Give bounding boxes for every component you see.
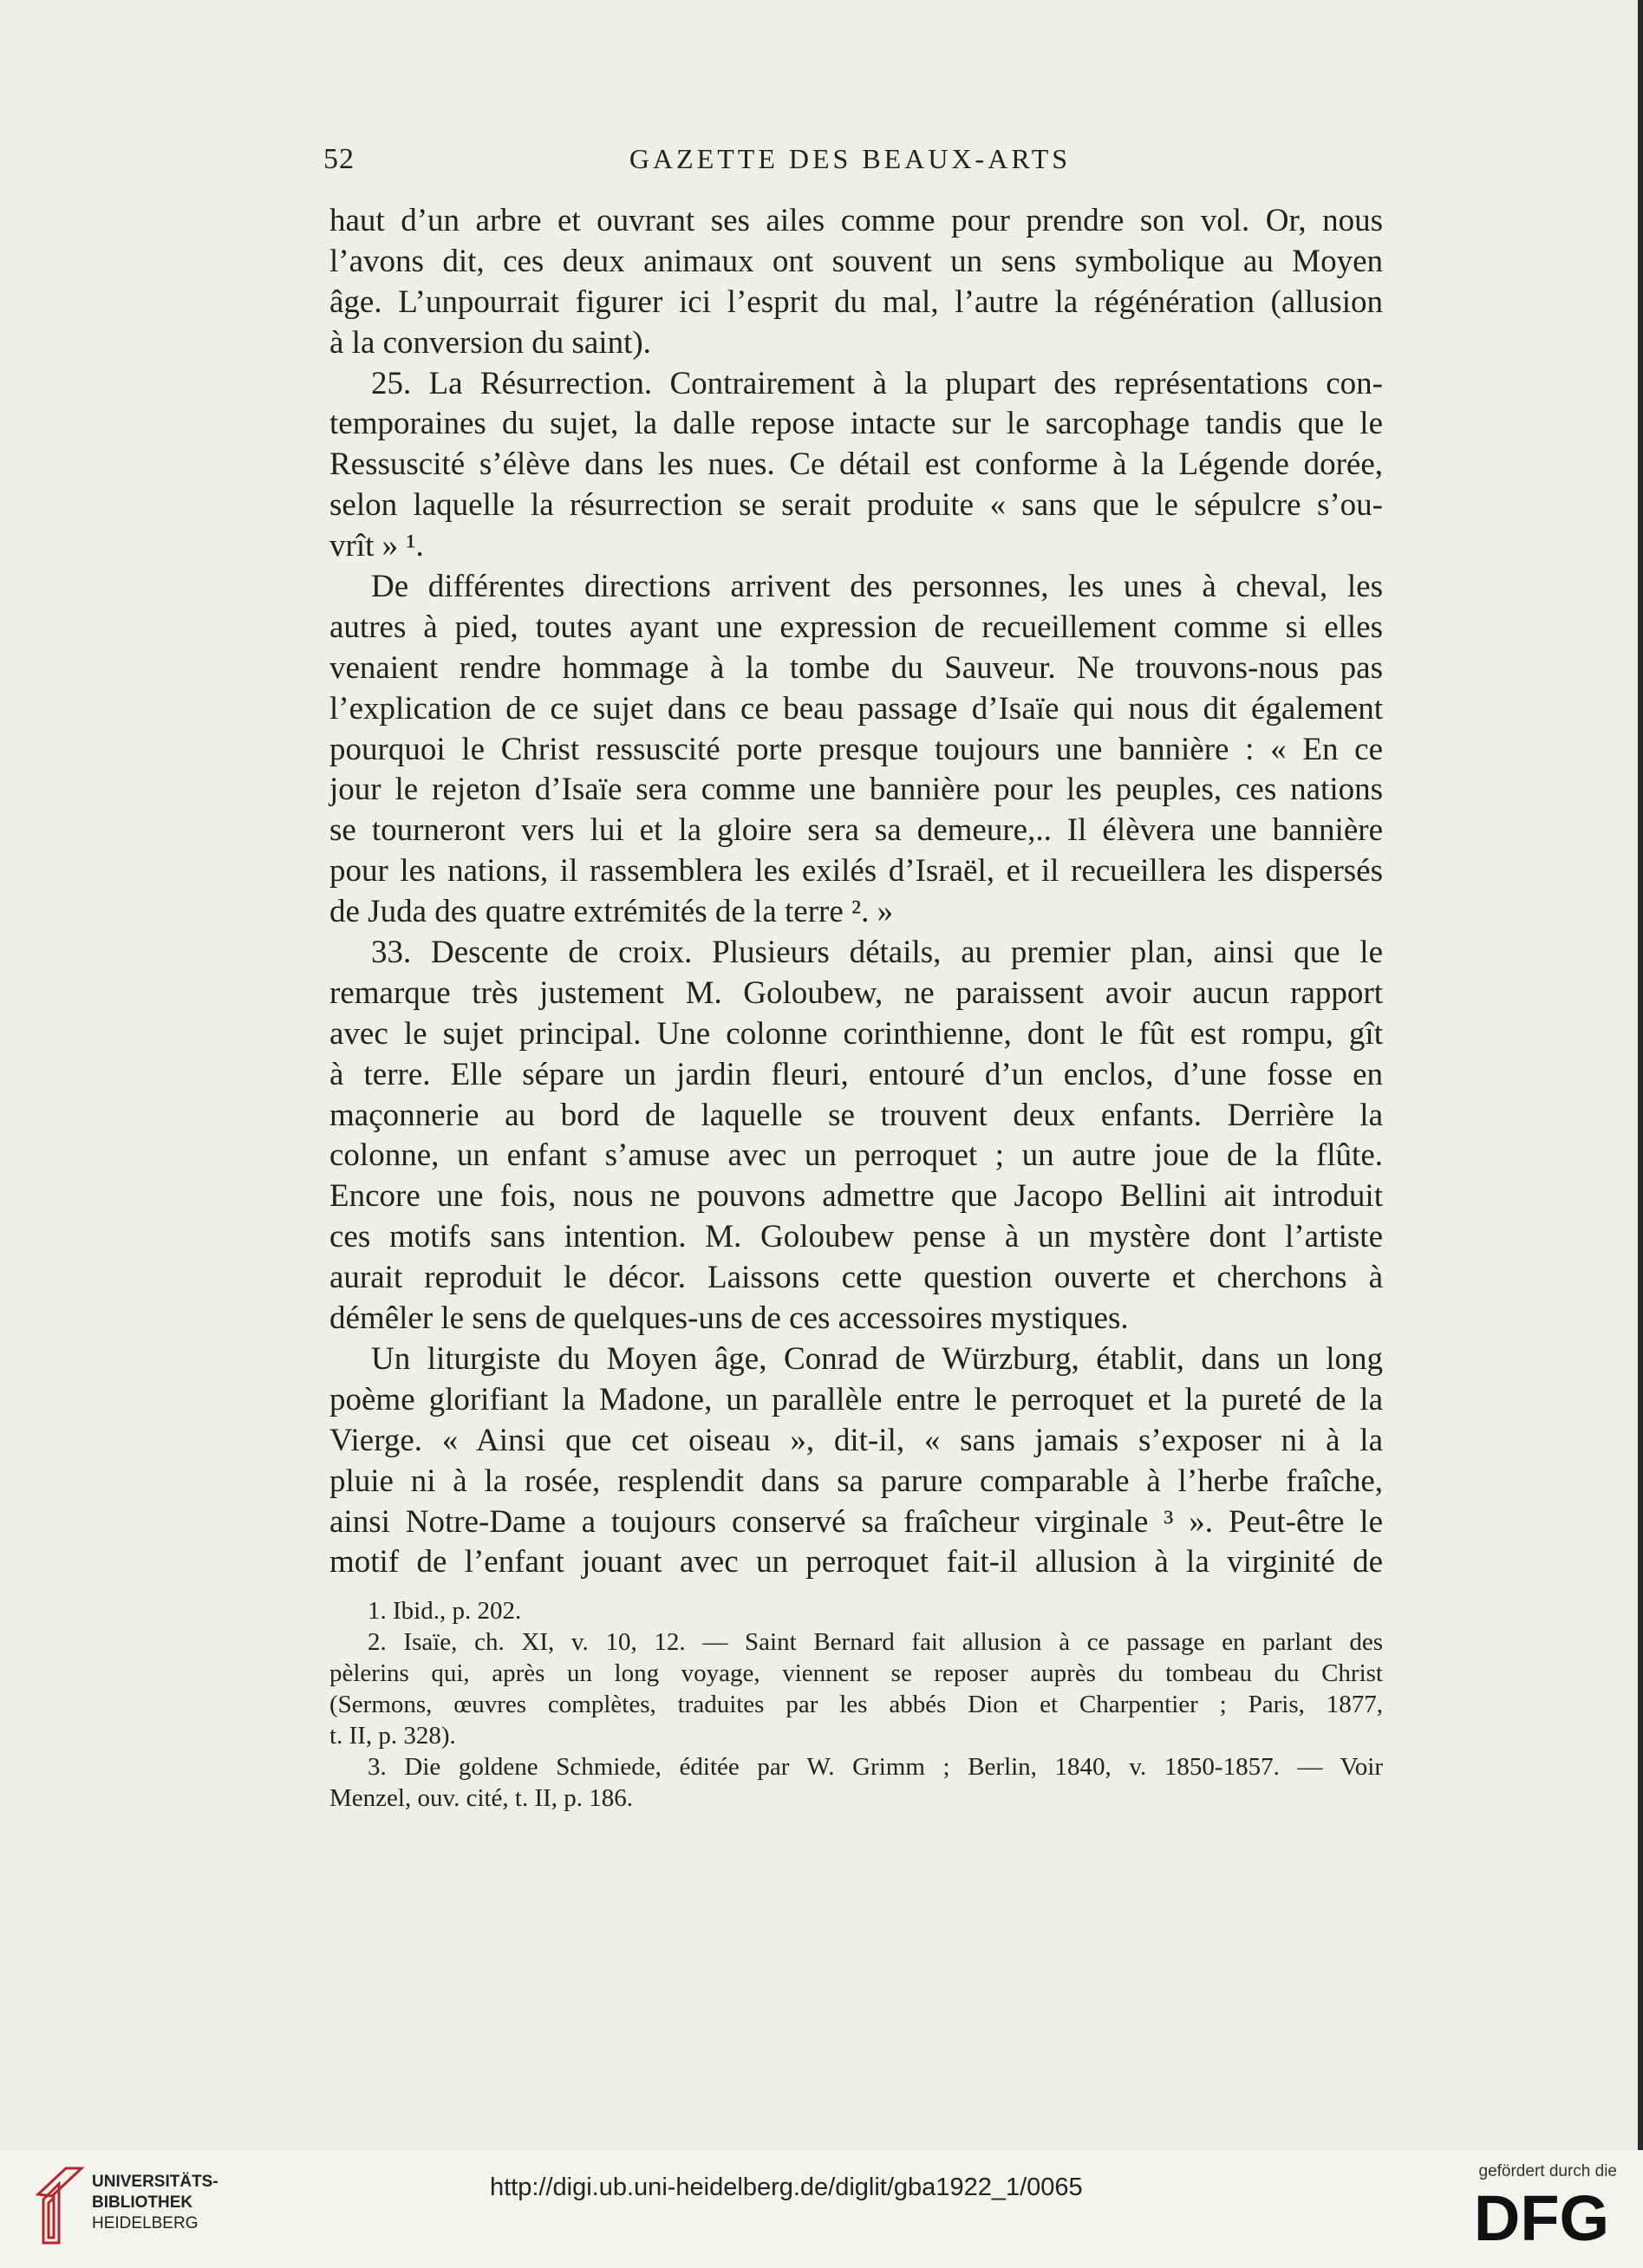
text-line: Vierge. « Ainsi que cet oiseau », dit-il, « sans jamais s’exposer ni à la [329, 1422, 1383, 1458]
text-line: 33. Descente de croix. Plusieurs détails, au premier plan, ainsi que le [371, 935, 1383, 971]
text-line: pourquoi le Christ ressuscité porte presque toujours une bannière : « En ce [329, 731, 1383, 767]
text-line: âge. L’unpourrait figurer ici l’esprit du mal, l’autre la régénération (allusion [329, 284, 1383, 320]
text-line: démêler le sens de quelques-uns de ces accessoires mystiques. [329, 1300, 1129, 1337]
ub-heidelberg-logo-icon[interactable] [33, 2165, 85, 2252]
text-line: à terre. Elle sépare un jardin fleuri, entouré d’un enclos, d’une fosse en [329, 1056, 1383, 1092]
text-line: autres à pied, toutes ayant une expression de recueillement comme si elles [329, 609, 1383, 645]
body-text [329, 201, 1383, 1583]
footnote-line: 3. Die goldene Schmiede, éditée par W. Grimm ; Berlin, 1840, v. 1850-1857. — Voir [368, 1753, 1383, 1781]
text-line: Ressuscité s’élève dans les nues. Ce détail est conforme à la Légende dorée, [329, 446, 1383, 483]
library-name [92, 2172, 218, 2234]
text-line: pour les nations, il rassemblera les exilés d’Israël, et il recueillera les dispersés [329, 853, 1383, 890]
text-line: à la conversion du saint). [329, 324, 651, 361]
dfg-logo-text: DFG [1473, 2188, 1610, 2247]
footnotes [329, 1595, 1383, 1814]
text-line: avec le sujet principal. Une colonne corinthienne, dont le fût est rompu, gît [329, 1015, 1383, 1052]
text-line: l’explication de ce sujet dans ce beau passage d’Isaïe qui nous dit également [329, 690, 1383, 727]
text-line: poème glorifiant la Madone, un parallèle entre le perroquet et la pureté de la [329, 1381, 1383, 1418]
library-name-line: UNIVERSITÄTS- [92, 2173, 218, 2191]
page-edge-shadow [1638, 0, 1643, 2150]
text-line: De différentes directions arrivent des personnes, les unes à cheval, les [371, 569, 1383, 605]
permalink-url[interactable]: http://digi.ub.uni-heidelberg.de/diglit/gba1922_1/0065 [490, 2174, 1083, 2201]
footnote-line: Menzel, ouv. cité, t. II, p. 186. [329, 1784, 634, 1812]
page-number: 52 [323, 143, 355, 175]
footnote-line: pèlerins qui, après un long voyage, viennent se reposer auprès du tombeau du Christ [329, 1659, 1383, 1687]
library-name-line: BIBLIOTHEK [92, 2193, 193, 2212]
footer-bar [0, 2150, 1643, 2268]
text-line: Un liturgiste du Moyen âge, Conrad de Würzburg, établit, dans un long [371, 1340, 1383, 1377]
text-line: l’avons dit, ces deux animaux ont souvent un sens symbolique au Moyen [329, 243, 1383, 279]
footnote-line: t. II, p. 328). [329, 1722, 456, 1750]
text-line: vrît » ¹. [329, 528, 424, 564]
footnote-line: 1. Ibid., p. 202. [368, 1597, 522, 1625]
text-line: selon laquelle la résurrection se serait produite « sans que le sépulcre s’ou- [329, 487, 1383, 524]
text-line: ainsi Notre-Dame a toujours conservé sa fraîcheur virginale ³ ». Peut-être le [329, 1503, 1383, 1540]
text-line: colonne, un enfant s’amuse avec un perroquet ; un autre joue de la flûte. [329, 1137, 1383, 1174]
text-line: venaient rendre hommage à la tombe du Sauveur. Ne trouvons-nous pas [329, 649, 1383, 686]
text-line: se tourneront vers lui et la gloire sera sa demeure,.. Il élèvera une bannière [329, 812, 1383, 849]
running-title: GAZETTE DES BEAUX-ARTS [629, 143, 1072, 174]
text-line: 25. La Résurrection. Contrairement à la plupart des représentations con- [371, 365, 1383, 401]
text-line: maçonnerie au bord de laquelle se trouvent deux enfants. Derrière la [329, 1097, 1383, 1133]
text-line: motif de l’enfant jouant avec un perroquet fait-il allusion à la virginité de [329, 1544, 1383, 1580]
text-line: Encore une fois, nous ne pouvons admettre que Jacopo Bellini ait introduit [329, 1178, 1383, 1215]
text-line: haut d’un arbre et ouvrant ses ailes comme pour prendre son vol. Or, nous [329, 203, 1383, 238]
text-line: remarque très justement M. Goloubew, ne paraissent avoir aucun rapport [329, 974, 1383, 1011]
footnote-line: 2. Isaïe, ch. XI, v. 10, 12. — Saint Bernard fait allusion à ce passage en parlant des [368, 1628, 1383, 1656]
footnote-line: (Sermons, œuvres complètes, traduites par les abbés Dion et Charpentier ; Paris, 1877, [329, 1691, 1383, 1718]
text-line: aurait reproduit le décor. Laissons cette question ouverte et cherchons à [329, 1260, 1383, 1296]
dfg-logo-icon[interactable] [1459, 2188, 1624, 2247]
page-header [323, 143, 1377, 186]
text-line: temporaines du sujet, la dalle repose intacte sur le sarcophage tandis que le [329, 406, 1383, 442]
text-line: ces motifs sans intention. M. Goloubew pense à un mystère dont l’artiste [329, 1219, 1383, 1255]
text-line: de Juda des quatre extrémités de la terre ². » [329, 894, 894, 930]
text-line: pluie ni à la rosée, resplendit dans sa parure comparable à l’herbe fraîche, [329, 1463, 1383, 1499]
library-name-line: HEIDELBERG [92, 2214, 199, 2232]
funded-by-label: gefördert durch die [1478, 2162, 1617, 2180]
text-line: jour le rejeton d’Isaïe sera comme une bannière pour les peuples, ces nations [329, 772, 1383, 808]
